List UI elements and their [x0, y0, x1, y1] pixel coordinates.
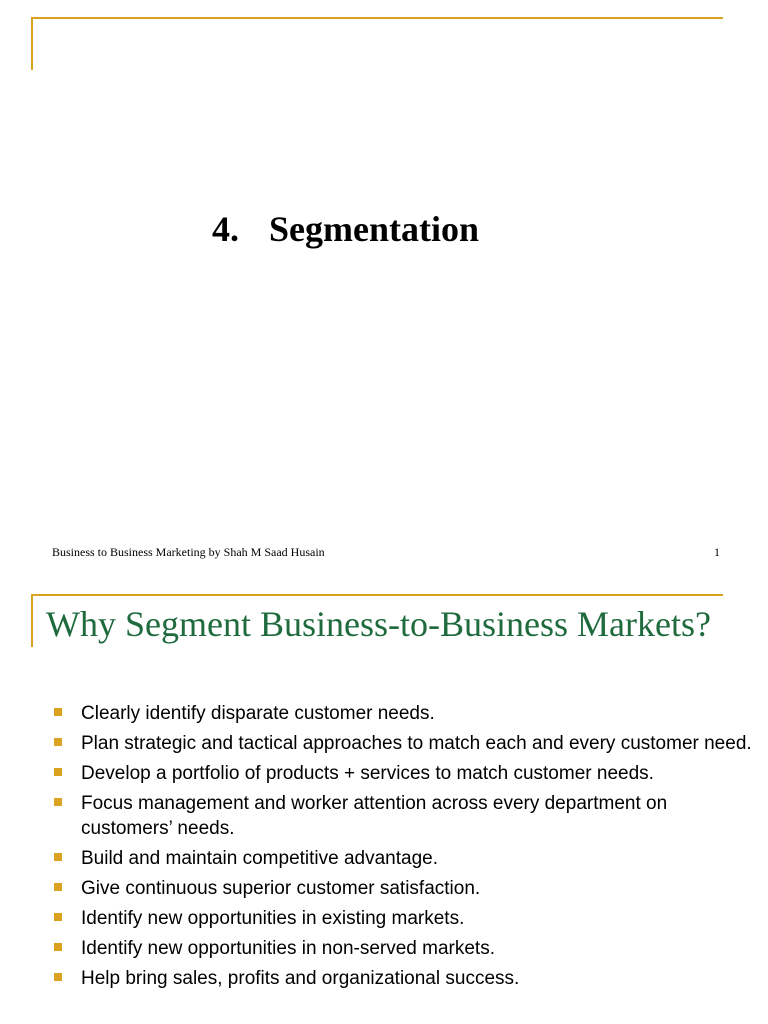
left-rule: [31, 17, 33, 70]
bullet-item: Identify new opportunities in non-served markets.: [54, 936, 754, 961]
bullet-square-icon: [54, 768, 62, 776]
bullet-item: Give continuous superior customer satisfaction.: [54, 876, 754, 901]
slide-title-number: 4.: [212, 209, 239, 249]
bullet-item: Clearly identify disparate customer needs.: [54, 701, 754, 726]
top-rule: [31, 17, 723, 19]
bullet-square-icon: [54, 708, 62, 716]
bullet-square-icon: [54, 943, 62, 951]
page-number: 1: [714, 545, 720, 559]
bullet-square-icon: [54, 738, 62, 746]
bullet-square-icon: [54, 853, 62, 861]
bullet-square-icon: [54, 883, 62, 891]
bullet-item: Build and maintain competitive advantage.: [54, 846, 754, 871]
bullet-item: Identify new opportunities in existing markets.: [54, 906, 754, 931]
slide-title: [212, 208, 479, 250]
bullet-list: [54, 701, 754, 996]
slide-footer: Business to Business Marketing by Shah M Saad Husain: [52, 545, 325, 559]
slide-2: [0, 575, 768, 1024]
bullet-square-icon: [54, 798, 62, 806]
bullet-square-icon: [54, 913, 62, 921]
bullet-item: Develop a portfolio of products + services to match customer needs.: [54, 761, 754, 786]
slide-title: Why Segment Business-to-Business Markets?: [46, 604, 711, 644]
bullet-square-icon: [54, 973, 62, 981]
bullet-item: Plan strategic and tactical approaches to match each and every customer need.: [54, 731, 754, 756]
left-rule: [31, 594, 33, 647]
bullet-item: Focus management and worker attention across every department on customers’ needs.: [54, 791, 754, 841]
top-rule: [31, 594, 723, 596]
bullet-item: Help bring sales, profits and organizational success.: [54, 966, 754, 991]
slide-title-text: Segmentation: [269, 209, 479, 249]
